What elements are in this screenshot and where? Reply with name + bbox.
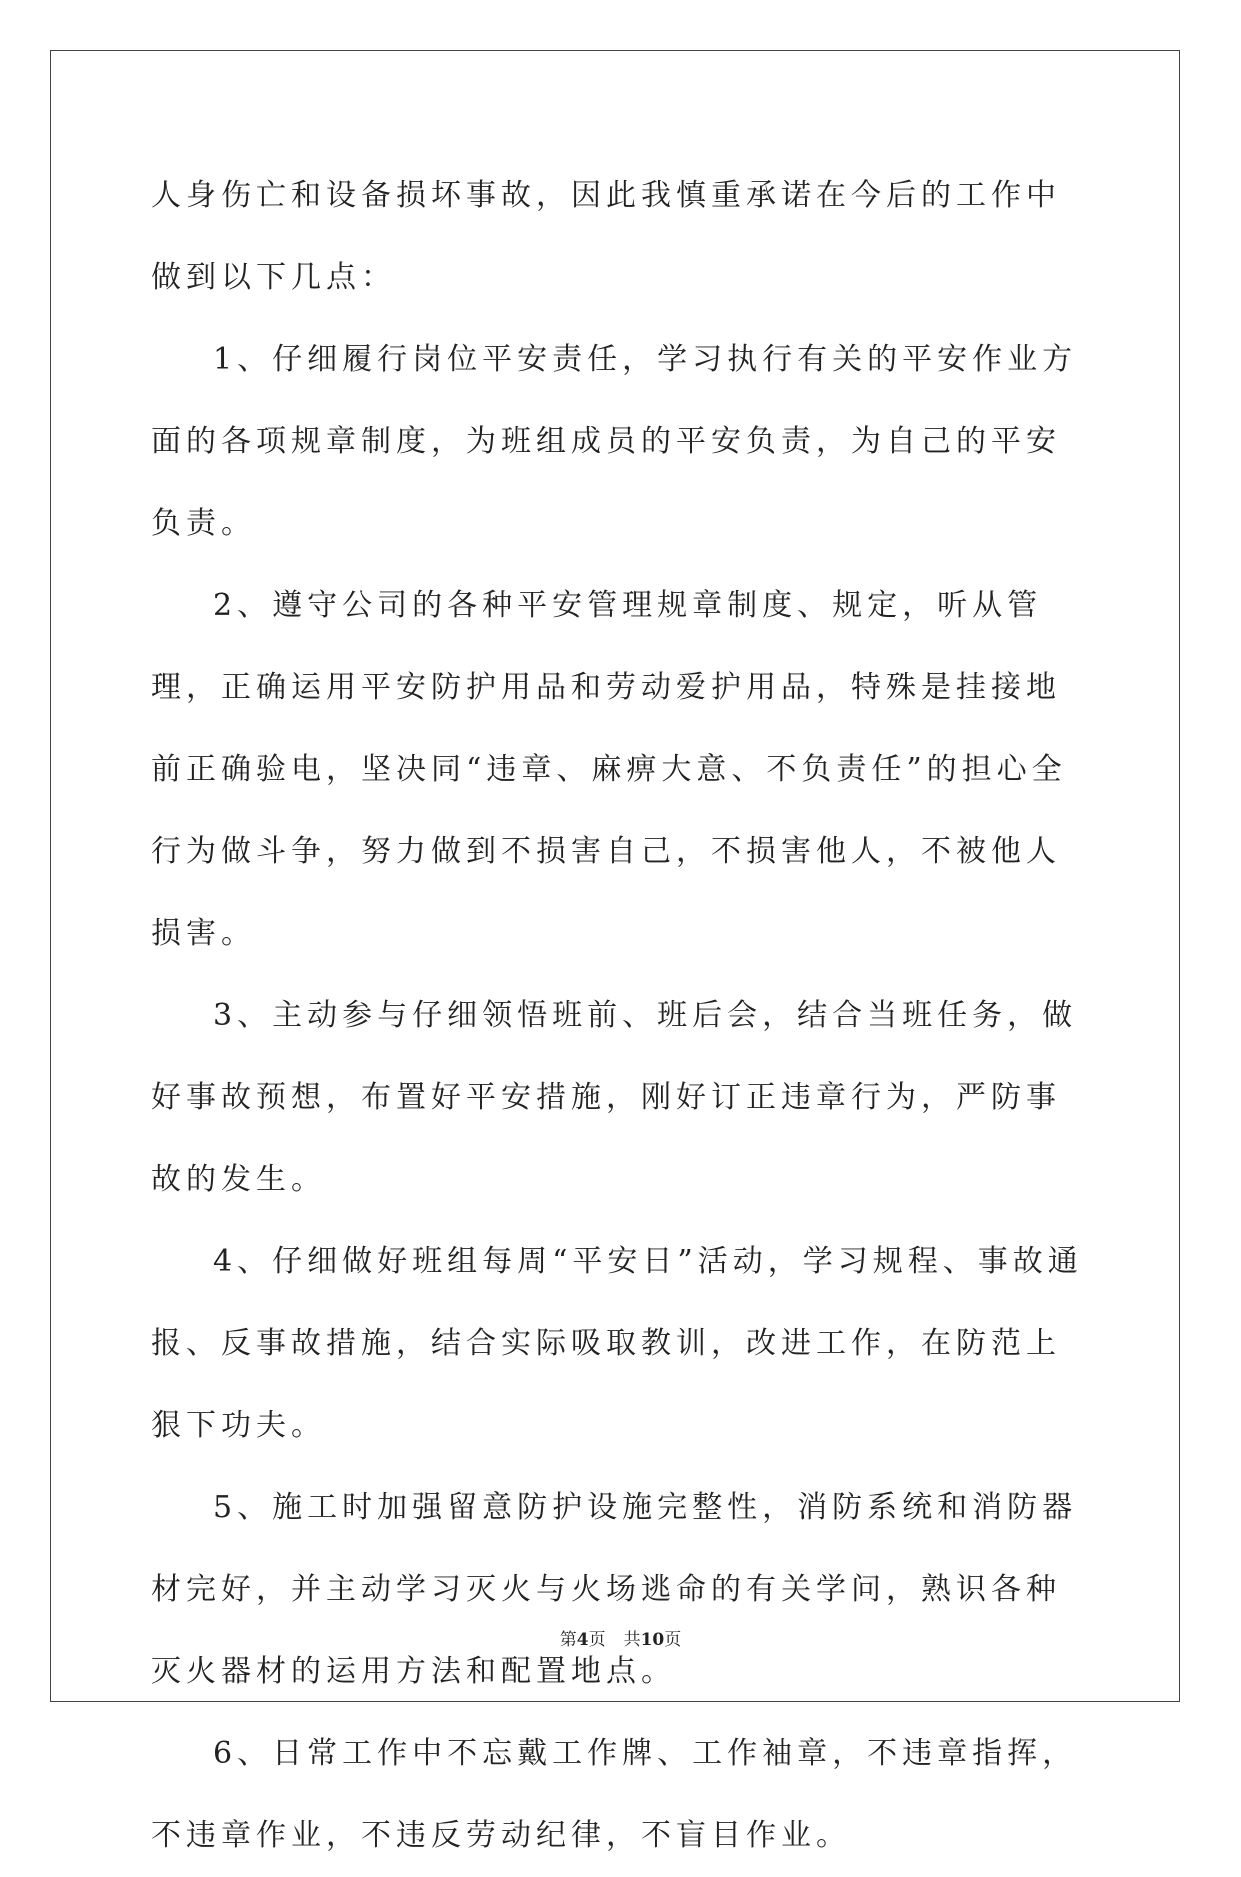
page-total: 10 (640, 1630, 665, 1650)
paragraph-continuation: 人身伤亡和设备损坏事故，因此我慎重承诺在今后的工作中做到以下几点： (151, 178, 1061, 295)
paragraph-item-4: 4、仔细做好班组每周“平安日”活动，学习规程、事故通报、反事故措施，结合实际吸取教训，改进工作，在防范上狠下功夫。 (151, 1244, 1083, 1443)
page-prefix: 第 (559, 1630, 577, 1650)
page-footer (0, 1625, 1241, 1650)
paragraph-item-5: 5、施工时加强留意防护设施完整性，消防系统和消防器材完好，并主动学习灭火与火场逃命的有关学问，熟识各种灭火器材的运用方法和配置地点。 (151, 1490, 1078, 1689)
page-suffix: 页 (588, 1630, 606, 1650)
paragraph-item-3: 3、主动参与仔细领悟班前、班后会，结合当班任务，做好事故预想，布置好平安措施，刚好订正违章行为，严防事故的发生。 (151, 998, 1078, 1197)
paragraph-item-6: 6、日常工作中不忘戴工作牌、工作袖章，不违章指挥，不违章作业，不违反劳动纪律，不盲目作业。 (151, 1736, 1078, 1853)
total-prefix: 共 (623, 1630, 641, 1650)
page-current: 4 (576, 1630, 589, 1650)
document-body (151, 155, 1091, 1877)
paragraph-item-2: 2、遵守公司的各种平安管理规章制度、规定，听从管理，正确运用平安防护用品和劳动爱护用品，特殊是挂接地前正确验电，坚决同“违章、麻痹大意、不负责任”的担心全行为做斗争，努力做到不损害自己，不损害他人，不被他人损害。 (151, 588, 1067, 951)
total-suffix: 页 (664, 1630, 682, 1650)
paragraph-item-1: 1、仔细履行岗位平安责任，学习执行有关的平安作业方面的各项规章制度，为班组成员的平安负责，为自己的平安负责。 (151, 342, 1078, 541)
